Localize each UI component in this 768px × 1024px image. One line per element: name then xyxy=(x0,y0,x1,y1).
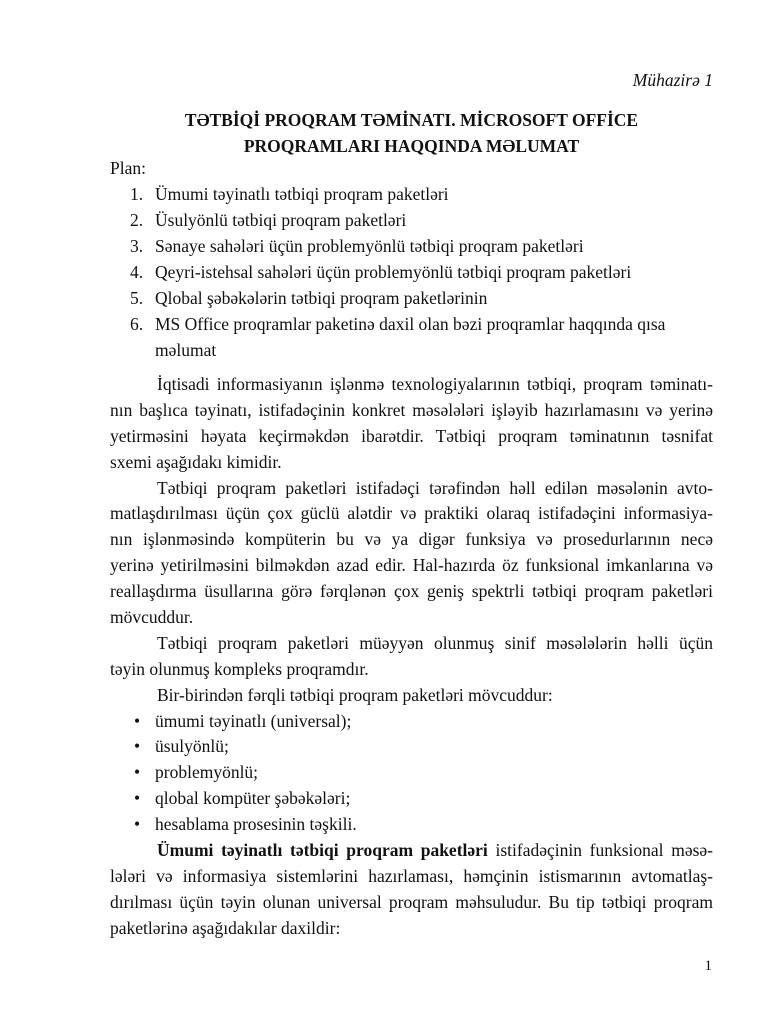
bullet-text: qlobal kompüter şəbəkələri; xyxy=(155,788,351,809)
paragraph-line: yerinə yetirilməsini bilməkdən azad edir. Hal-hazırda öz funksional imkanlarına və xyxy=(110,555,713,576)
paragraph-line: nın başlıca təyinatı, istifadəçinin konkret məsələləri işləyib hazırlamasını və yerinə xyxy=(110,399,713,420)
paragraph-line: Tətbiqi proqram paketləri istifadəçi tərəfindən həll edilən məsələnin avto- xyxy=(157,477,713,498)
title-line: PROQRAMLARI HAQQINDA MƏLUMAT xyxy=(243,136,580,156)
bullet-item xyxy=(110,734,713,760)
bullet-icon: • xyxy=(134,710,141,731)
paragraph-line: mövcuddur. xyxy=(110,607,194,628)
list-item xyxy=(110,259,713,285)
list-number: 3. xyxy=(130,236,144,256)
paragraph-line: yetirməsini həyata keçirməkdən ibarətdir. Tətbiqi proqram təminatının təsnifat xyxy=(110,425,713,446)
bullet-text: problemyönlü; xyxy=(155,762,259,783)
bullet-text: hesablama prosesinin təşkili. xyxy=(155,814,357,835)
list-text: Qlobal şəbəkələrin tətbiqi proqram paketlərinin xyxy=(155,288,488,308)
paragraph-line: matlaşdırılması üçün çox güclü alətdir və praktiki olaraq istifadəçini informasiya- xyxy=(110,503,713,524)
paragraph-line: lələri və informasiya sistemlərini hazırlaması, həmçinin istismarının avtomatlaş- xyxy=(110,865,713,886)
bullet-text: ümumi təyinatlı (universal); xyxy=(155,710,352,731)
paragraph-line: nın işlənməsində kompüterin bu və ya digər funksiya və prosedurlarının necə xyxy=(110,529,713,550)
list-text: Ümumi təyinatlı tətbiqi proqram paketləri xyxy=(155,184,449,204)
bullet-text: üsulyönlü; xyxy=(155,736,229,757)
bullet-icon: • xyxy=(134,788,141,809)
paragraph-line: İqtisadi informasiyanın işlənmə texnologiyalarının tətbiqi, proqram təminatı- xyxy=(157,374,713,394)
list-item-continuation: məlumat xyxy=(155,340,217,360)
list-number: 6. xyxy=(130,314,144,334)
bold-term: Ümumi təyinatlı tətbiqi proqram paketləri xyxy=(157,840,488,861)
title-line: TƏTBİQİ PROQRAM TƏMİNATI. MİCROSOFT OFFİCE xyxy=(184,110,639,130)
list-item xyxy=(110,311,713,337)
paragraph-line: reallaşdırma üsullarına görə fərqlənən çox geniş spektrli tətbiqi proqram paketləri xyxy=(110,581,713,602)
bullet-item xyxy=(110,812,713,838)
page-number: 1 xyxy=(704,958,712,974)
list-number: 5. xyxy=(130,288,144,308)
list-number: 1. xyxy=(130,184,144,204)
list-item xyxy=(110,233,713,259)
body-text xyxy=(110,372,713,942)
list-item xyxy=(110,181,713,207)
list-item xyxy=(110,207,713,233)
bullet-icon: • xyxy=(134,814,141,835)
bullet-item xyxy=(110,760,713,786)
list-number: 2. xyxy=(130,210,144,230)
bullet-icon: • xyxy=(134,762,141,783)
list-number: 4. xyxy=(130,262,144,282)
list-text: Sənaye sahələri üçün problemyönlü tətbiqi proqram paketləri xyxy=(155,236,584,256)
paragraph-line: Tətbiqi proqram paketləri müəyyən olunmuş sinif məsələlərin həlli üçün xyxy=(157,632,713,653)
plan-section xyxy=(110,155,713,363)
paragraph-line: Bir-birindən fərqli tətbiqi proqram paketləri mövcuddur: xyxy=(157,684,553,705)
list-item xyxy=(110,285,713,311)
list-text: MS Office proqramlar paketinə daxil olan bəzi proqramlar haqqında qısa xyxy=(155,314,666,334)
paragraph-line: paketlərinə aşağıdakılar daxildir: xyxy=(110,917,341,938)
paragraph-line xyxy=(110,838,713,864)
page-title xyxy=(110,107,713,159)
lecture-label: Mühazirə 1 xyxy=(632,70,713,90)
bullet-item xyxy=(110,709,713,735)
paragraph-line: təyin olunmuş kompleks proqramdır. xyxy=(110,658,369,679)
paragraph-text: istifadəçinin funksional məsə- xyxy=(487,840,713,861)
bullet-icon: • xyxy=(134,736,141,757)
list-text: Üsulyönlü tətbiqi proqram paketləri xyxy=(155,210,407,230)
bullet-item xyxy=(110,786,713,812)
paragraph-line: sxemi aşağıdakı kimidir. xyxy=(110,451,282,472)
paragraph-line: dırılması üçün təyin olunan universal proqram məhsuludur. Bu tip tətbiqi proqram xyxy=(110,891,713,912)
plan-label: Plan: xyxy=(110,158,146,178)
list-text: Qeyri-istehsal sahələri üçün problemyönlü tətbiqi proqram paketləri xyxy=(155,262,632,282)
